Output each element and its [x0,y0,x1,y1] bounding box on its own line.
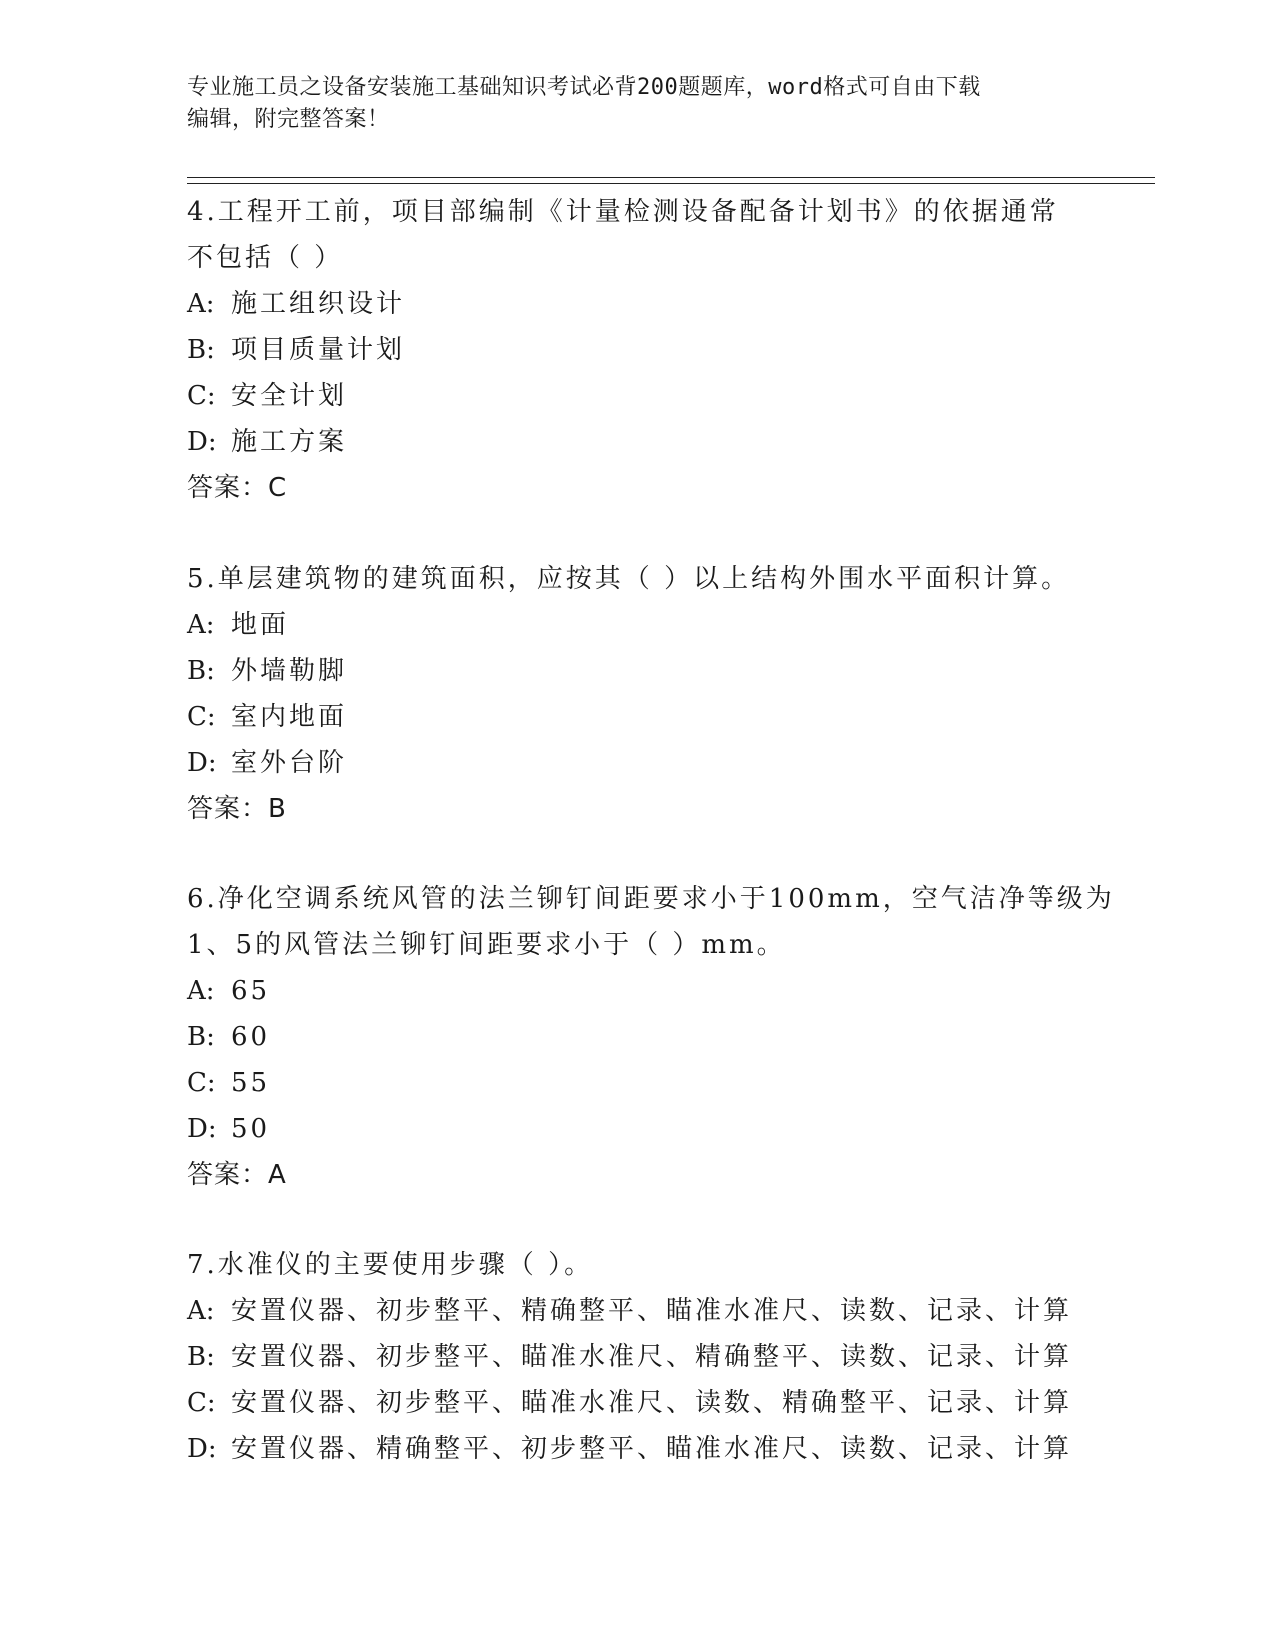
option-b [187,1014,1087,1060]
question-6 [187,876,1115,1198]
option-d [187,419,1087,465]
document-header [187,72,1067,136]
option-a [187,968,1087,1014]
option-b [187,327,1087,373]
option-text: 项目质量计划 [231,335,406,365]
option-c [187,373,1087,419]
option-text: 室外台阶 [231,748,348,778]
option-text: 安置仪器、初步整平、瞄准水准尺、精确整平、读数、记录、计算 [231,1342,1073,1372]
option-c [187,1380,1087,1426]
option-letter: A: [187,976,215,1006]
option-d [187,1426,1087,1472]
option-text: 安置仪器、初步整平、精确整平、瞄准水准尺、读数、记录、计算 [231,1296,1073,1326]
question-text-line: 不包括（ ） [187,243,344,273]
option-letter: B: [187,1342,215,1372]
answer-line: 答案：B [187,794,287,824]
question-5 [187,556,1087,832]
option-text: 室内地面 [231,702,348,732]
header-line-1: 专业施工员之设备安装施工基础知识考试必背200题题库，word格式可自由下载 [187,75,981,100]
option-letter: C: [187,1388,216,1418]
option-letter: B: [187,335,215,365]
option-letter: D: [187,427,217,457]
option-text: 安全计划 [231,381,348,411]
header-divider-top [187,177,1155,178]
question-text-line: 6.净化空调系统风管的法兰铆钉间距要求小于100mm，空气洁净等级为 [187,884,1115,914]
option-text: 外墙勒脚 [231,656,348,686]
option-a [187,281,1087,327]
option-letter: C: [187,381,216,411]
question-text-line: 7.水准仪的主要使用步骤（ ）。 [187,1250,594,1280]
option-text: 安置仪器、初步整平、瞄准水准尺、读数、精确整平、记录、计算 [231,1388,1073,1418]
option-letter: B: [187,656,215,686]
option-text: 55 [231,1068,271,1098]
option-letter: B: [187,1022,215,1052]
option-text: 安置仪器、精确整平、初步整平、瞄准水准尺、读数、记录、计算 [231,1434,1073,1464]
option-letter: A: [187,289,215,319]
option-c [187,1060,1087,1106]
option-text: 地面 [231,610,290,640]
option-d [187,1106,1087,1152]
option-letter: C: [187,702,216,732]
question-7 [187,1242,1087,1472]
question-text-line: 5.单层建筑物的建筑面积，应按其（ ）以上结构外围水平面积计算。 [187,564,1071,594]
question-4 [187,189,1087,511]
option-d [187,740,1087,786]
option-text: 60 [231,1022,271,1052]
option-letter: A: [187,610,215,640]
option-b [187,648,1087,694]
header-divider-bottom [187,183,1155,184]
option-letter: D: [187,1114,217,1144]
option-c [187,694,1087,740]
option-letter: D: [187,748,217,778]
option-text: 65 [231,976,271,1006]
option-b [187,1334,1087,1380]
option-letter: C: [187,1068,216,1098]
option-text: 施工方案 [231,427,348,457]
question-text-line: 1、5的风管法兰铆钉间距要求小于（ ）mm。 [187,930,786,960]
option-a [187,602,1087,648]
option-text: 50 [231,1114,271,1144]
answer-line: 答案：C [187,473,288,503]
option-letter: A: [187,1296,215,1326]
option-a [187,1288,1087,1334]
header-line-2: 编辑，附完整答案！ [187,107,390,132]
option-letter: D: [187,1434,217,1464]
answer-line: 答案：A [187,1160,287,1190]
question-text-line: 4.工程开工前，项目部编制《计量检测设备配备计划书》的依据通常 [187,197,1059,227]
option-text: 施工组织设计 [231,289,406,319]
